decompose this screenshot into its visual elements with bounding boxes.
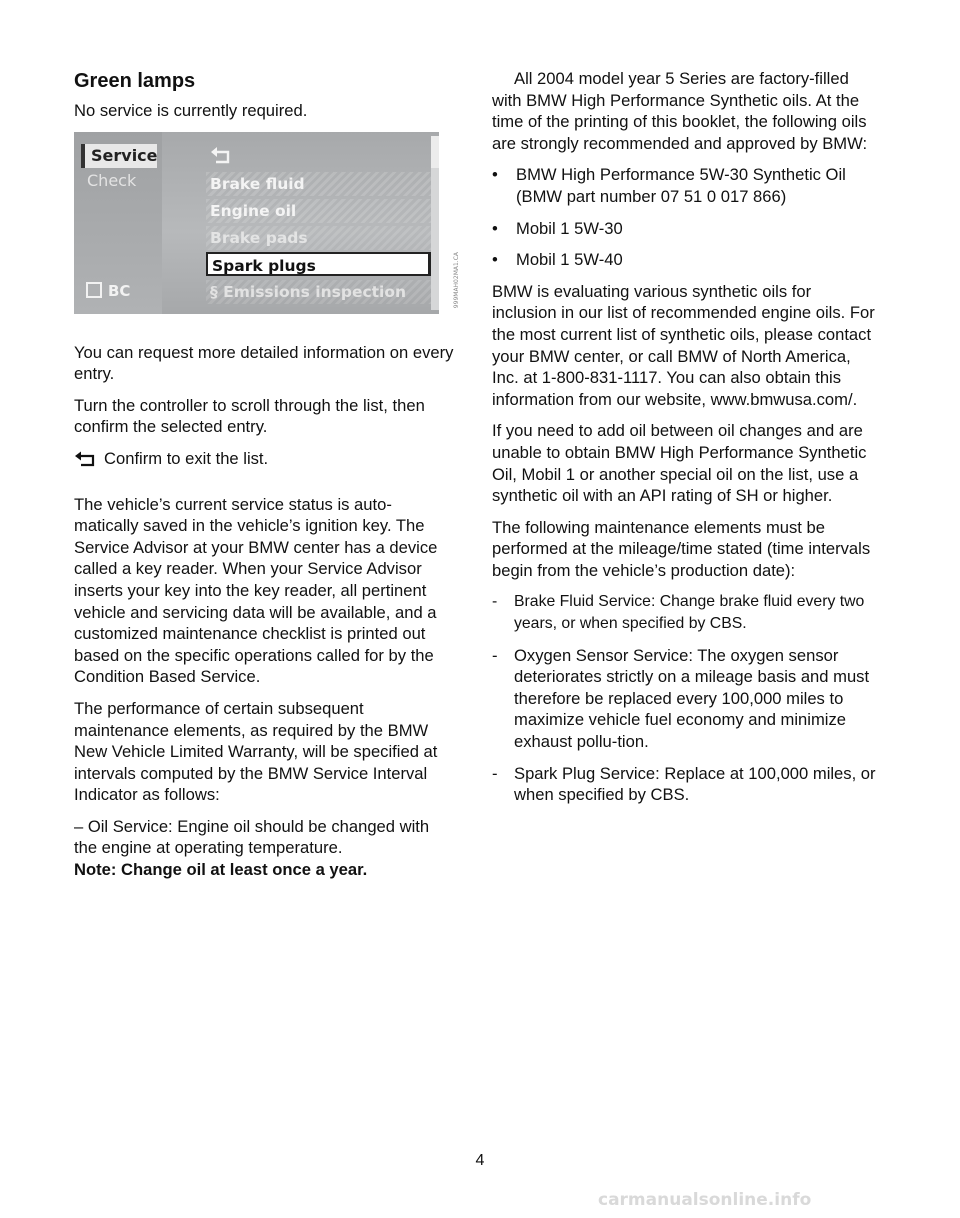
emissions-label: Emissions inspection (223, 282, 407, 301)
menu-check: Check (87, 170, 137, 190)
factory-fill-text: All 2004 model year 5 Series are factory-filled with BMW High Performance Synthetic oils. At the time of the printing of this booklet, the following oils are strongly recommended and approved by BMW: (492, 69, 868, 153)
list-item (492, 591, 876, 634)
back-arrow-icon (210, 144, 232, 166)
add-oil-text: If you need to add oil between oil changes and are unable to obtain BMW High Performance Synthetic Oil, Mobil 1 or another special oil on the list, use a synthetic oil with an API rating of SH or higher. (492, 421, 867, 506)
confirm-exit-text: Confirm to exit the list. (104, 448, 269, 468)
spark-plug-service-text: Spark Plug Service: Replace at 100,000 miles, or when specified by CBS. (514, 763, 876, 805)
oil-bullet-text: BMW High Performance 5W-30 Synthetic Oil (BMW part number 07 51 0 017 866) (516, 165, 846, 206)
performance-text: The performance of certain subsequent maintenance elements, as required by the BMW New Vehicle Limited Warranty, will be specified at intervals computed by the BMW Service Interval Indicator as follows: (74, 698, 438, 805)
oil-bullet-text: Mobil 1 5W-30 (516, 218, 623, 238)
list-item-brake-fluid: Brake fluid (206, 172, 436, 196)
service-status-text: The vehicle’s current service status is auto-matically saved in the vehicle’s ignition key. The Service Advisor at your BMW center has a device called a key reader. When your Service Advisor inserts your key into the key reader, all pertinent vehicle and servicing data will be available, and a customized maintenance checklist is printed out based on the specific operations called for by the Condition Based Service. (74, 494, 438, 687)
turn-controller-text: Turn the controller to scroll through the list, then confirm the selected entry. (74, 395, 425, 437)
bullet-mark: • (492, 218, 498, 238)
request-info-text: You can request more detailed information on every entry. (74, 342, 454, 384)
page-number: 4 (475, 1152, 485, 1169)
list-item (492, 218, 876, 240)
list-item-brake-pads: Brake pads (206, 226, 436, 250)
bullet-mark: • (492, 250, 498, 270)
emissions-prefix: § (210, 282, 218, 301)
list-item-spark-plugs: Spark plugs (206, 252, 436, 276)
menu-bc (86, 281, 130, 301)
oil-bullet-text: Mobil 1 5W-40 (516, 250, 623, 270)
right-column (492, 68, 876, 816)
menu-bc-label: BC (108, 281, 131, 300)
bc-icon (86, 282, 102, 298)
left-column (74, 68, 460, 891)
list-item (492, 249, 876, 271)
footer-watermark: carmanualsonline.info (598, 1190, 812, 1210)
list-item (492, 164, 876, 207)
section-heading: Green lamps (74, 70, 196, 92)
dash-mark: - (492, 593, 498, 611)
back-arrow-icon (74, 450, 96, 468)
list-item (492, 645, 876, 753)
list-item (492, 763, 876, 806)
evaluating-text: BMW is evaluating various synthetic oils for inclusion in our list of recommended engine oils. For the most current list of synthetic oils, please contact your BMW center, or call BMW of North America, Inc. at 1-800-831-1117. You can also obtain this information from our website, www.bmwusa.com/. (492, 281, 875, 409)
no-service-text: No service is currently required. (74, 101, 308, 120)
dash-mark: - (492, 645, 498, 665)
maintenance-intro-text: The following maintenance elements must be performed at the mileage/time stated (time intervals begin from the vehicle’s production date): (492, 517, 871, 580)
confirm-exit-line (74, 448, 456, 470)
dash-mark: - (492, 763, 498, 783)
oil-service-text: – Oil Service: Engine oil should be changed with the engine at operating temperature. (74, 816, 430, 858)
image-code: 999MAH02MA1.CA (453, 251, 460, 308)
list-item-engine-oil: Engine oil (206, 199, 436, 223)
oxygen-sensor-service-text: Oxygen Sensor Service: The oxygen sensor deteriorates strictly on a mileage basis and must therefore be replaced every 100,000 miles to maximize vehicle fuel economy and minimize exhaust pollu-tion. (514, 645, 870, 752)
brake-fluid-service-text: Brake Fluid Service: Change brake fluid every two years, or when specified by CBS. (514, 593, 865, 633)
screen-scroll-thumb (431, 136, 439, 168)
screen-scrollbar (431, 136, 439, 310)
bullet-mark: • (492, 165, 498, 185)
idrive-service-screen (74, 132, 460, 314)
menu-service: Service (81, 144, 157, 168)
list-item-emissions (206, 280, 436, 304)
oil-note-text: Note: Change oil at least once a year. (74, 860, 368, 880)
